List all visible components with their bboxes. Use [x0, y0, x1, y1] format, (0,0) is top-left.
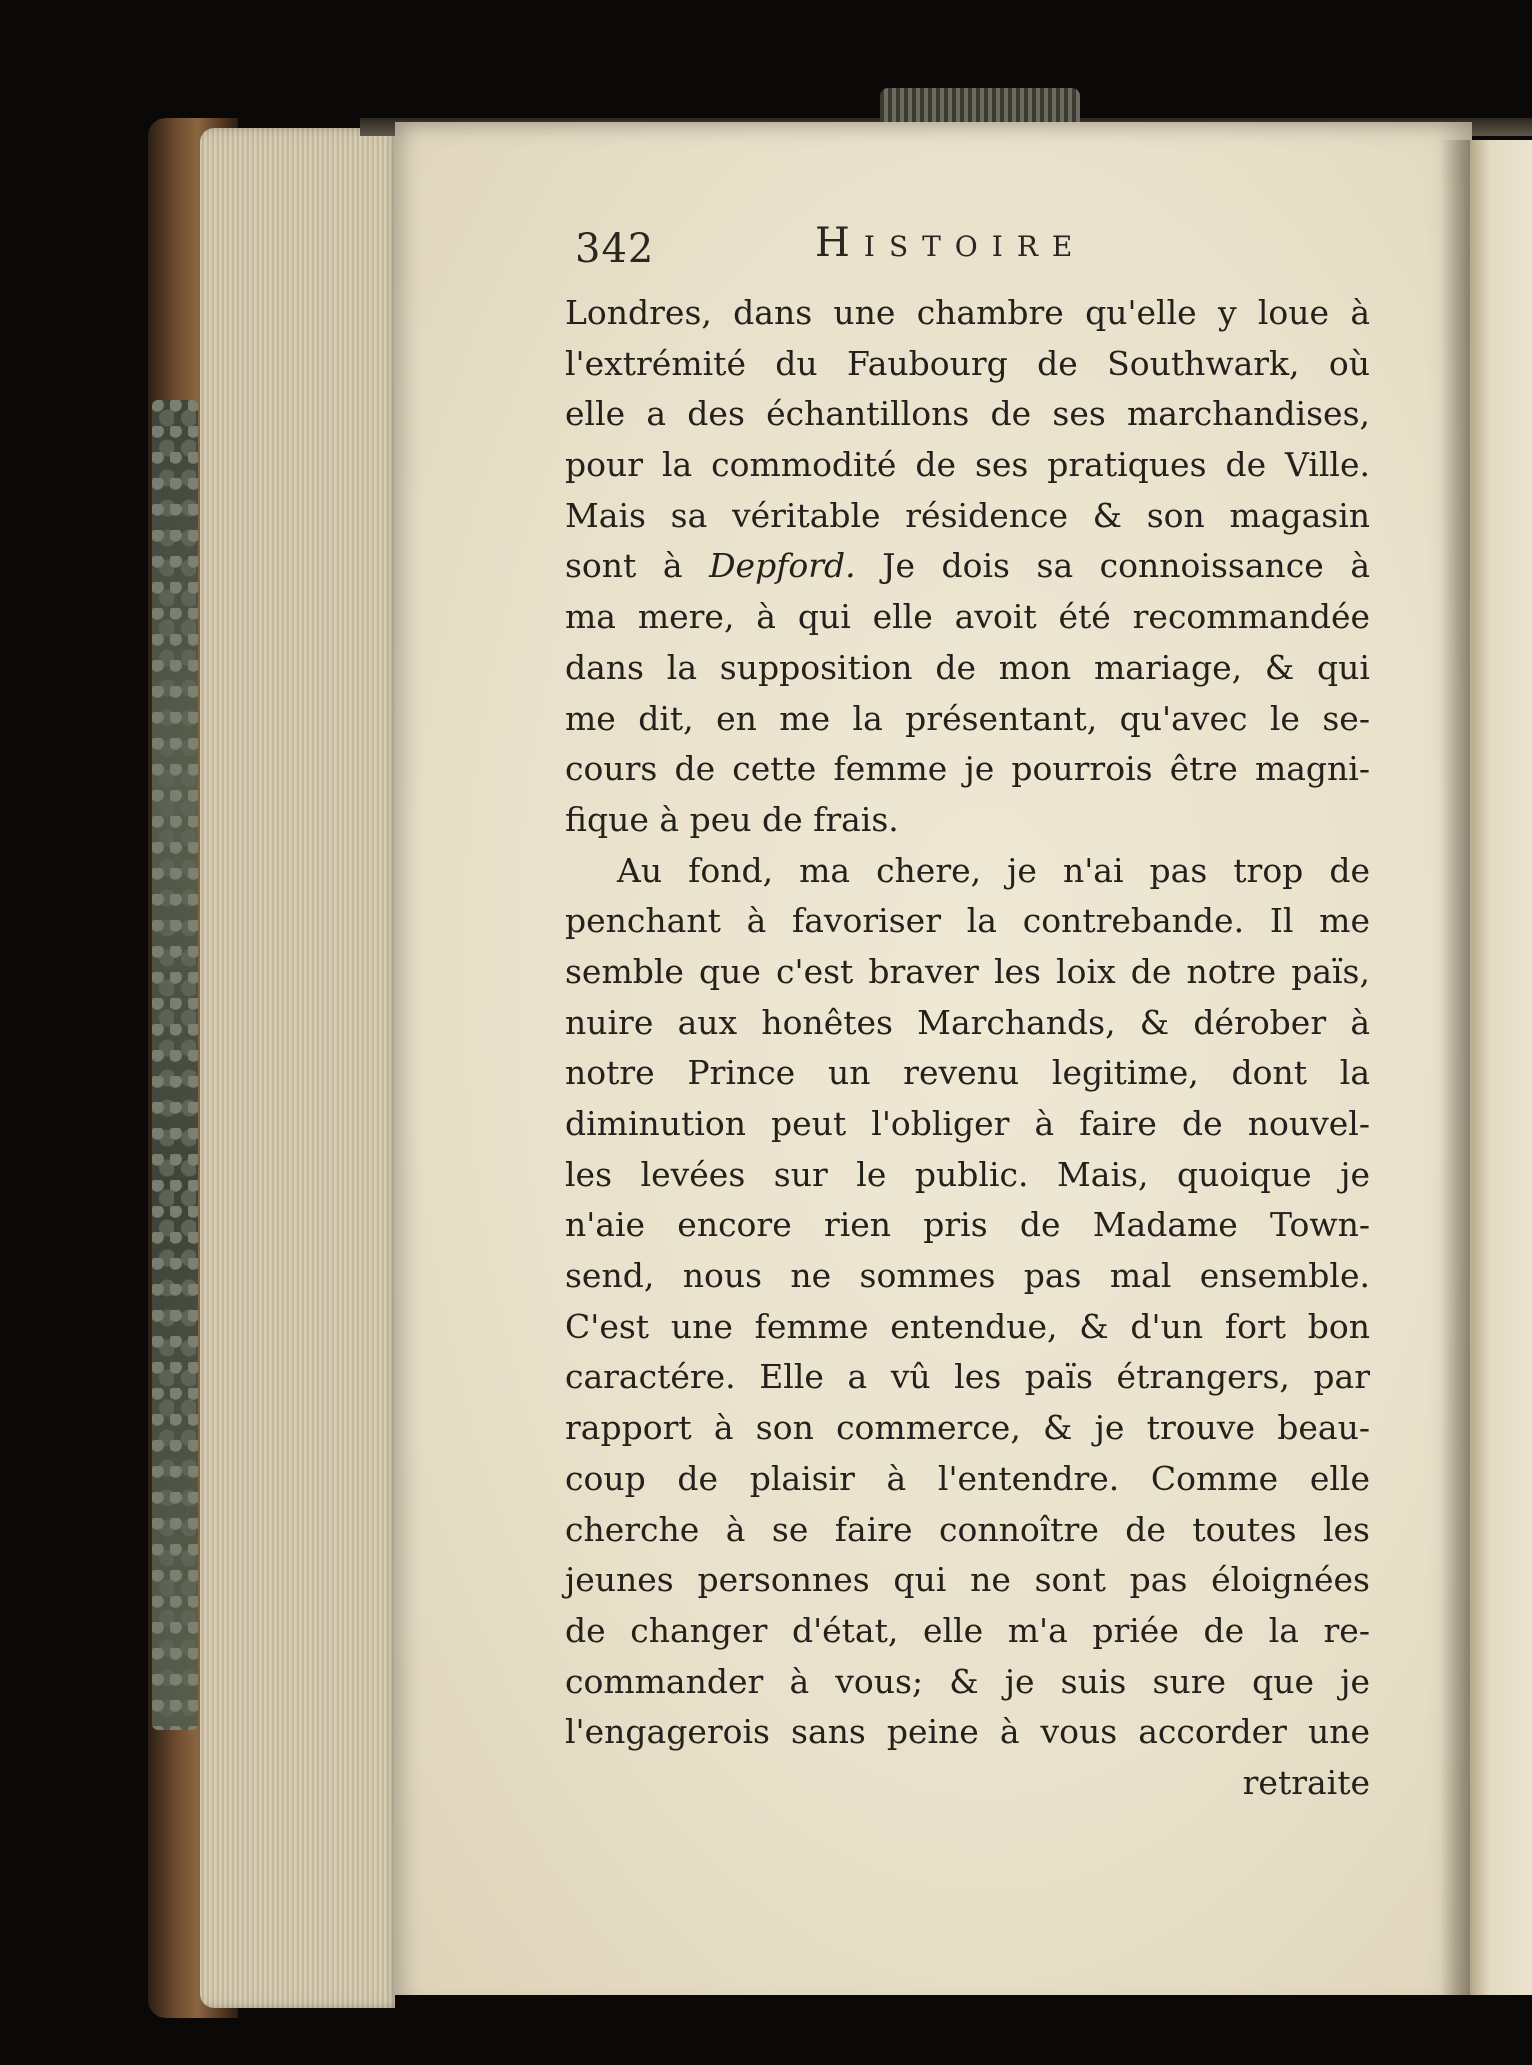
catchword: retraite: [1242, 1762, 1370, 1802]
text-line: fique à peu de frais.: [565, 799, 899, 839]
text-line: l'extrémité du Faubourg de Southwark, où: [565, 343, 1370, 383]
text-line: coup de plaisir à l'entendre. Comme elle: [565, 1458, 1370, 1498]
text-line: jeunes personnes qui ne sont pas éloignées: [565, 1560, 1370, 1600]
body-text: [565, 288, 1370, 1809]
text-line: Londres, dans une chambre qu'elle y loue à: [565, 293, 1370, 332]
facing-page-edge: [1472, 140, 1532, 2010]
text-line: elle a des échantillons de ses marchandises,: [565, 394, 1370, 434]
text-line: ma mere, à qui elle avoit été recommandée: [565, 597, 1370, 637]
background-shadow: [395, 1995, 1532, 2065]
text-line: pour la commodité de ses pratiques de Ville.: [565, 445, 1370, 485]
text-line: Mais sa véritable résidence & son magasin: [565, 495, 1370, 535]
text-line: [565, 541, 1370, 592]
text-run: Je dois sa connoissance à: [855, 546, 1370, 586]
page-gutter: [1440, 140, 1470, 2010]
page-number: 342: [575, 226, 655, 272]
text-line: notre Prince un revenu legitime, dont la: [565, 1053, 1370, 1093]
text-line: commander à vous; & je suis sure que je: [565, 1661, 1370, 1701]
text-line: C'est une femme entendue, & d'un fort bon: [565, 1306, 1370, 1346]
text-line: l'engagerois sans peine à vous accorder une: [565, 1712, 1370, 1752]
text-line: diminution peut l'obliger à faire de nouvel-: [565, 1104, 1370, 1143]
italic-place-name: Depford.: [709, 546, 856, 586]
marbled-cover-edge: [152, 400, 198, 1730]
text-line: nuire aux honêtes Marchands, & dérober à: [565, 1002, 1370, 1042]
text-line: n'aie encore rien pris de Madame Town-: [565, 1205, 1370, 1245]
text-line: semble que c'est braver les loix de notre païs,: [565, 951, 1370, 991]
text-line: cours de cette femme je pourrois être magni-: [565, 749, 1370, 789]
header-title: Histoire: [815, 220, 1087, 266]
running-head: [575, 218, 1175, 278]
text-line: de changer d'état, elle m'a priée de la re-: [565, 1610, 1370, 1650]
text-line: les levées sur le public. Mais, quoique je: [565, 1154, 1370, 1194]
text-run: sont à: [565, 546, 710, 586]
text-line: Au fond, ma chere, je n'ai pas trop de: [617, 850, 1370, 890]
page-edges: [200, 128, 400, 2008]
text-line: caractére. Elle a vû les païs étrangers, par: [565, 1357, 1370, 1397]
text-line: send, nous ne sommes pas mal ensemble.: [565, 1256, 1370, 1296]
text-line: cherche à se faire connoître de toutes les: [565, 1509, 1370, 1549]
text-line: dans la supposition de mon mariage, & qui: [565, 647, 1370, 687]
text-line: rapport à son commerce, & je trouve beau-: [565, 1408, 1370, 1448]
text-line: penchant à favoriser la contrebande. Il me: [565, 901, 1370, 941]
text-line: me dit, en me la présentant, qu'avec le se-: [565, 698, 1370, 738]
